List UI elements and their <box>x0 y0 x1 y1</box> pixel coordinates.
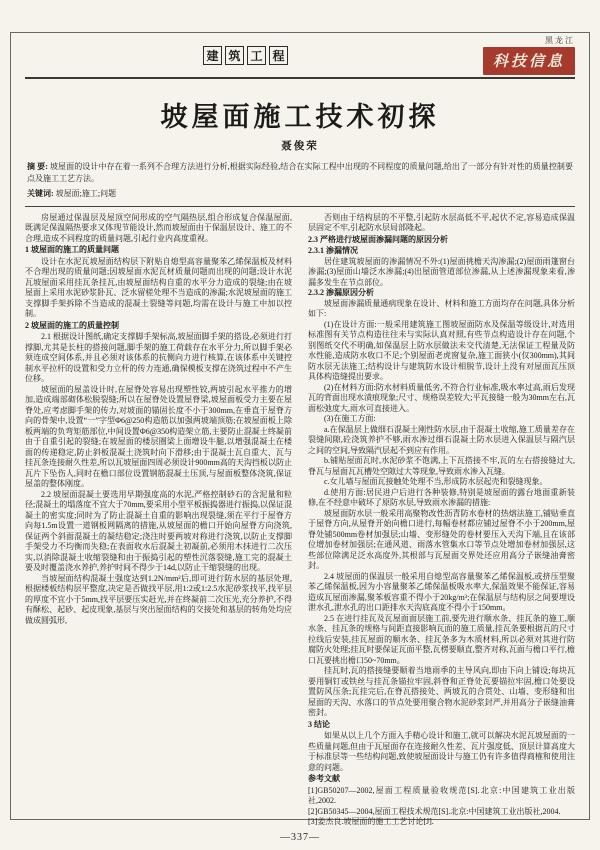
paragraph: d.使用方面:居民进户后进行各种装修,特别是坡屋面的露台地面重新装修,在不经意中破坏了原防水层,导致雨水渗漏的措施: <box>308 487 575 508</box>
paragraph: 2.1 根据设计图纸,确定支撑脚手架标高,坡屋面脚手架的搭设,必须进行打撑脚,尤其是长柱的搭接问题,脚手架的施工荷载存在水平分力,所以脚手架必须连成空间体系,并且必须对该体系的抗侧向力进行核算,在该体系中关键控制水平拉杆的设置和受力立杆的传力连通,确保模板支撑在浇筑过程中不产生位移。 <box>25 332 292 384</box>
paragraph: 房屋通过保温层及屋顶空间形成的空气隔热层,组合形成复合保温屋面,既满足保温隔热要求又体现节能设计,然而坡屋面由于保温层设计、施工的不合理,造成不同程度的质量问题,引起行业内高度重视。 <box>25 212 292 243</box>
keywords-block <box>27 188 573 199</box>
paragraph: 否则由于结构层的不平整,引起防水层高低不平,起伏不定,容易造成保温层固定不牢,引起防水层局部隆起。 <box>308 212 575 233</box>
page-number: —337— <box>280 832 320 843</box>
article-body <box>25 207 575 827</box>
paragraph: 坡屋面的屋盖设计时,在屋脊处容易出现塑性铰,两坡引起水平推力的增加,造成端部砌体松脱裂缝;所以在屋脊处设置屋脊梁,坡屋面板受力主要在屋脊处,应考虑脚手架的传力,对坡面的锚固长度不小于300mm,在垂直于屋脊方向的骨架中,设置“一”字型Φ6@250构造筋以加强两坡端顶筋;在坡屋面板上除板两端的负弯矩筋部位,中间设置Φ6@350构造架立筋,主要防止混凝土终凝前由于自重引起的裂缝;在坡屋面的楼层圈梁上面增设牛腿,以增强混凝土在楼面的传递稳定,防止斜板混凝土浇筑时向下滑移;由于混凝土瓦自重大、瓦与挂瓦条连接耐久性差,所以瓦坡屋面四周必须设计900mm高的天沟挡板以防止瓦片下坠伤人,同时在檐口部位设置钢筋混凝土压顶,与屋面板整体浇筑,保证屋盖的整体刚度。 <box>25 384 292 489</box>
paragraph: 2.2 坡屋面混凝土要选用早期强度高的水泥,严格控制砂石的含泥量和粒径;混凝土的塌落度不宜大于70mm,要采用小型平板振捣器进行振捣,以保证混凝土的密实度;同时为了防止混凝土自重的影响出现裂缝,须在平行于屋脊方向每1.5m设置一道钢板网隔离的措施,从坡屋面的檐口开始向屋脊方向浇筑,保证两个斜面混凝土的凝结稳定;浇注时要两坡对称进行浇筑,以防止支撑脚手架受力不均衡而失稳;在表面收水后混凝土初凝前,必须用木抹进行二次压实,以消除混凝土收缩裂缝和由于振捣引起的塑性沉落裂缝,施工完的混凝土要及时覆盖浇水养护,养护时间不得少于14d,以防止干缩裂缝的出现。 <box>25 489 292 573</box>
section-heading: 1 坡屋面的施工的质量问题 <box>25 245 119 255</box>
article-author: 聂俊荣 <box>281 141 319 152</box>
paragraph: 2.5 在进行挂瓦及瓦屋面面层施工前,要先进行顺水条、挂瓦条的施工,顺水条、挂瓦条的规格与间距直接影响瓦面的施工质量,挂瓦条要根据瓦的尺寸拉线后安装,挂瓦屋面的顺水条、挂瓦条多为木质材料,所以必须对其进行防腐防火处理;挂瓦时要保证瓦面平整,瓦楞要顺直,整齐对称,瓦面与檐口平行,檐口瓦要挑出檐口50~70mm。 <box>308 613 575 665</box>
abstract-block <box>27 161 573 186</box>
keywords-text: 坡屋面;施工;问题 <box>55 188 117 198</box>
section-heading: 2 坡屋面的施工的质量控制 <box>25 320 119 330</box>
journal-section-char: 筑 <box>225 46 244 65</box>
paragraph: 设计在水泥瓦坡屋面结构层下附贴自熄型高容量聚苯乙烯保温板及材料不合理出现的质量问题;因坡屋面水泥瓦材质量问题而出现的问题;设计水泥瓦坡屋面采用挂瓦条挂瓦,由坡屋面结构自重的水平分力造成的裂缝;由在坡屋面上采用水泥砂浆卧瓦、泛水留槎处理不当造成的渗漏;水泥坡屋面的施工支撑脚手架拆除不当造成的混凝土裂缝等问题,均需在设计与施工中加以控制。 <box>25 256 292 319</box>
paragraph: 坡屋面防水层一般采用高聚物改性沥青防水卷材的热熔法施工,铺贴垂直于屋脊方向,从屋脊开始向檐口进行,每幅卷材都应铺过屋脊不小于200mm,屋脊处铺500mm卷材加强层;山墙、变形缝处的卷材要压入天沟下端,且在该部位增加卷材加强层;在通风道、雨落水管集水口等节点处增加卷材加强层,这些部位除满足泛水高度外,其根部与瓦屋面交界处还应用高分子嵌缝油膏密封。 <box>308 508 575 571</box>
journal-brand-area <box>483 35 575 75</box>
subsection-heading: 2.3.1 渗漏情况 <box>308 246 358 256</box>
subsection-heading: 2.3.2 渗漏原因分析 <box>308 288 374 298</box>
paragraph: 当坡屋面结构混凝土强度达到1.2N/mm²后,即可进行防水层的基层处理,根据楼板结构层平整度,决定是否做找平层,用1:2或1:2.5水泥砂浆找平,找平层的厚度不宜小于5mm,找平层要压实赶光,并在终凝前二次压光,充分养护,不得有酥松、起砂、起皮现象,基层与突出屋面结构的交接处和基层的转角处均应做成圆弧形, <box>25 573 292 625</box>
paragraph: c.女儿墙与屋面瓦接触处处理不当,形成防水层起壳和裂缝现象。 <box>324 477 548 487</box>
journal-brand-logo: 科技信息 <box>483 47 575 75</box>
section-heading: 参考文献 <box>308 774 340 784</box>
paragraph: 坡屋面渗漏质量通病现象在设计、材料和施工方面均存在问题,具体分析如下: <box>308 298 575 319</box>
reference-item: [3]姜杰良.坡屋面的施工工艺讨论[J]. <box>308 817 434 827</box>
article-title: 坡屋面施工技术初探 <box>160 102 440 132</box>
paragraph: b.铺贴屋面瓦时,水泥砂浆不饱满,上下瓦搭接不牢,瓦的左右搭接缝过大,脊瓦与屋面瓦瓦槽处空隙过大等现象,导致雨水渗入瓦缝。 <box>308 456 575 476</box>
paragraph: (3)在施工方面: <box>324 414 376 424</box>
paragraph: a.在保温层上做细石混凝土刚性防水层,由于混凝土收缩,施工质量差存在裂缝间隙,砼浇筑养护不够,雨水渗过细石混凝土防水层进入保温层与隔汽层之间的空间,导致隔汽层起不到应有作用。 <box>308 424 575 455</box>
paragraph: (2)在材料方面:防水材料质量低劣,不符合行业标准,吸水率过高,雨后发现瓦的背面出现水渍痕现象;尺寸、规格误差较大;平瓦接缝一般为30mm左右,瓦面松弛度大,雨水可直接进入。 <box>308 382 575 413</box>
journal-section-char: 工 <box>247 46 266 65</box>
paragraph: 2.4 坡屋面的保温层一般采用自熄型高容量聚苯乙烯保温板,或挤压型聚苯乙烯保温板,因为小容量聚苯乙烯保温板吸水率大,保温效果不能保证,容易造成瓦屋面渗漏,聚苯板容重不得小于20kg/m³;在保温层与结构层之间要埋设泄水孔,泄水孔的出口距排水天沟底高度不得小于150mm。 <box>308 571 575 613</box>
paragraph: 挂瓦时,瓦的搭接缝要顺着当地雨季的主导风向,即由下向上铺设;每块瓦要用铜钉或铁丝与挂瓦条锚拉牢固,斜脊和正脊处瓦要锚拉牢固,檐口处要设置防风压条;瓦挂完后,在脊瓦搭接处、两坡瓦的合贯处、山墙、变形缝和出屋面的天沟、水落口的节点处要用聚合物水泥砂浆封严,并用高分子嵌缝油膏密封。 <box>308 666 575 718</box>
paragraph: 居住建筑坡屋面的渗漏情况不外:(1)屋面挑檐天沟渗漏;(2)屋面雨篷窗台渗漏;(3)屋面山墙泛水渗漏;(4)出屋面管道部位渗漏,从上述渗漏现象来看,渗漏多发生在节点部位。 <box>308 256 575 287</box>
journal-region-label: 黑龙江 <box>545 36 575 45</box>
reference-item: [2]GB50345—2004,屋面工程技术规范[S].北京:中国建筑工业出版社,2004. <box>308 806 561 816</box>
journal-section-label <box>203 46 288 65</box>
abstract-text: 坡屋面的设计中存在着一系列不合理方法进行分析,根据实际经验,结合在实际工程中出现的不同程度的质量问题,给出了一部分有针对性的质量控制要点及施工工艺方法。 <box>27 162 574 184</box>
page-frame <box>10 32 590 827</box>
paragraph: 如果从以上几个方面入手精心设计和施工,就可以解决水泥瓦坡屋面的一些质量问题,但由于瓦屋面存在连接耐久性差、瓦片强度低、顶层计算高度大于标准层等一些结构问题,致使坡屋面设计与施工仍有许多值得商榷和使用注意的问题。 <box>308 731 575 772</box>
keywords-label: 关键词: <box>27 188 54 198</box>
journal-section-char: 程 <box>269 46 288 65</box>
abstract-label: 摘 要: <box>27 162 48 171</box>
journal-section-char: 建 <box>203 46 222 65</box>
journal-header <box>25 33 575 79</box>
section-heading: 2.3 严格进行坡屋面渗漏问题的原因分析 <box>308 234 448 244</box>
paragraph: (1)在设计方面:一般采用建筑施工图坡屋面防水及保温等级设计,对选用标准图有关节点构造往往未与实际认真对照,有些节点构造设计存在问题,个别图纸交代不明确,如保温层上防水层做法未交代清楚,无法保证工程量及防水性能,造成防水收口不足;个别屋面老虎窗复杂,施工面狭小(仅300mm),其间防水层无法施工;结构设计与建筑防水设计相脱节,设计上没有对屋面瓦压顶具体构造缝提出要求。 <box>308 319 575 382</box>
reference-item: [1]GB50207—2002,屋面工程质量验收规范[S].北京:中国建筑工业出版社,2002. <box>308 785 575 806</box>
column-right <box>308 212 575 827</box>
section-heading: 3 结论 <box>308 719 330 729</box>
column-left <box>25 213 292 769</box>
